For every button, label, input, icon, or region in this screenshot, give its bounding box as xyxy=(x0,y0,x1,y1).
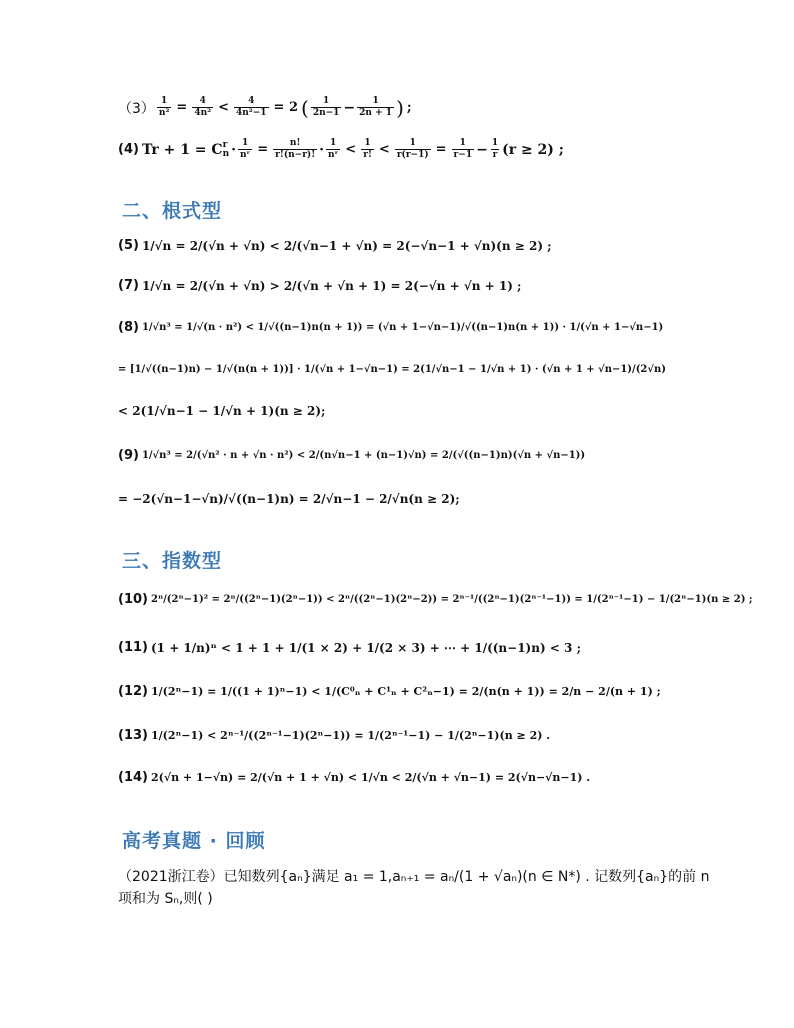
formula-3: （3） $\frac{1}{\text{n²}}$ = $\frac{4}{\text{4n²}}$ < $\frac{4}{\text{4n²−1}}$ = 2 ( $\frac{1}{2n-1}$ − $\frac{1}{2n + 1}$ ) ; xyxy=(118,95,412,120)
formula-12: (12) 1/(2ⁿ−1) = 1/((1 + 1)ⁿ−1) < 1/(C⁰ₙ + C¹ₙ + C²ₙ−1) = 2/(n(n + 1)) = 2/n − 2/(n + 1) ; xyxy=(118,684,661,699)
problem-statement xyxy=(118,866,754,910)
formula-9-line-1: (9) 1/√n³ = 2/(√n² · n + √n · n²) < 2/(n√n−1 + (n−1)√n) = 2/(√((n−1)n)(√n + √n−1)) xyxy=(118,448,586,463)
formula-13: (13) 1/(2ⁿ−1) < 2ⁿ⁻¹/((2ⁿ⁻¹−1)(2ⁿ−1)) = 1/(2ⁿ⁻¹−1) − 1/(2ⁿ−1)(n ≥ 2) . xyxy=(118,728,551,743)
section-heading-exponential: 三、指数型 xyxy=(122,550,223,572)
problem-line-1: （2021浙江卷）已知数列{aₙ}满足 a₁ = 1,aₙ₊₁ = aₙ/(1 + √aₙ)(n ∈ N*) . 记数列{aₙ}的前 n xyxy=(118,869,710,885)
formula-10: (10) 2ⁿ/(2ⁿ−1)² = 2ⁿ/((2ⁿ−1)(2ⁿ−1)) < 2ⁿ/((2ⁿ−1)(2ⁿ−2)) = 2ⁿ⁻¹/((2ⁿ−1)(2ⁿ⁻¹−1)) = 1/(2ⁿ⁻¹−1) − 1/(2ⁿ−1)(n ≥ 2) ; xyxy=(118,592,753,607)
problem-line-2: 项和为 Sₙ,则( ) xyxy=(118,891,213,907)
formula-7: (7) 1/√n = 2/(√n + √n) > 2/(√n + √n + 1) = 2(−√n + √n + 1) ; xyxy=(118,278,522,293)
formula-9-line-2: = −2(√n−1−√n)/√((n−1)n) = 2/√n−1 − 2/√n(n ≥ 2); xyxy=(118,492,460,506)
formula-label: （3） xyxy=(118,100,155,117)
formula-4: (4) Tr + 1 = C r n · $\frac{1}{\text{nʳ}}$ = $\frac{n!}{r!(n-r)!}$ · $\frac{1}{\text{nʳ}}$ < $\frac{1}{r!}$ < $\frac{1}{r(r-1)}$ = $\frac{1}{r-1}$ − $\frac{1}{r}$ (r ≥ 2) ; xyxy=(118,138,564,160)
formula-11: (11) (1 + 1/n)ⁿ < 1 + 1 + 1/(1 × 2) + 1/(2 × 3) + ⋯ + 1/((n−1)n) < 3 ; xyxy=(118,640,582,655)
formula-14: (14) 2(√n + 1−√n) = 2/(√n + 1 + √n) < 1/√n < 2/(√n + √n−1) = 2(√n−√n−1) . xyxy=(118,770,591,785)
formula-5: (5) 1/√n = 2/(√n + √n) < 2/(√n−1 + √n) = 2(−√n−1 + √n)(n ≥ 2) ; xyxy=(118,238,552,253)
section-heading-radical: 二、根式型 xyxy=(122,200,223,222)
formula-8-line-2: = [1/√((n−1)n) − 1/√(n(n + 1))] · 1/(√n + 1−√n−1) = 2(1/√n−1 − 1/√n + 1) · (√n + 1 + √n−1)/(2√n) xyxy=(118,364,666,375)
section-heading-review: 高考真题 · 回顾 xyxy=(122,830,266,852)
formula-8-line-1: (8) 1/√n³ = 1/√(n · n²) < 1/√((n−1)n(n + 1)) = (√n + 1−√n−1)/√((n−1)n(n + 1)) · 1/(√n + 1−√n−1) xyxy=(118,320,664,335)
formula-8-line-3: < 2(1/√n−1 − 1/√n + 1)(n ≥ 2); xyxy=(118,404,326,418)
formula-label: (4) xyxy=(118,142,139,157)
